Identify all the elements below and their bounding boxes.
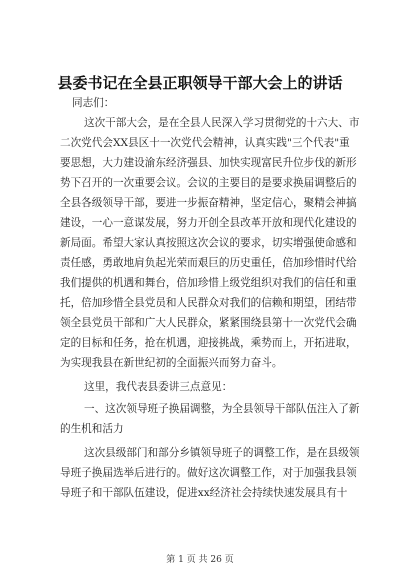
- body-line: 领全县党员干部和广大人民群众，紧紧围绕县第十一次党代会确: [60, 317, 357, 329]
- salutation-line: 同志们：: [72, 97, 115, 109]
- body-line: 建设，一心一意谋发展，努力开创全县改革开放和现代化建设的: [60, 217, 357, 229]
- body-line: 导班子和干部队伍建设，促进xx经济社会持续快速发展具有十: [60, 487, 348, 499]
- body-line: 这次县级部门和部分乡镇领导班子的调整工作，是在县级领: [84, 447, 360, 459]
- body-line: 这次干部大会，是在全县人民深入学习贯彻党的十六大、市: [84, 117, 360, 129]
- page-footer: 第 1 页 共 26 页: [166, 555, 234, 565]
- body-line: 这里，我代表县委讲三点意见：: [84, 381, 233, 393]
- body-line: 为实现我县在新世纪初的全面振兴而努力奋斗。: [60, 357, 283, 369]
- body-line: 责任感，勇敢地肩负起光荣而艰巨的历史重任，倍加珍惜时代给: [60, 257, 357, 269]
- body-line: 要思想，大力建设渝东经济强县、加快实现富民升位步伐的新形: [60, 157, 357, 169]
- body-line: 全县各级领导干部，要进一步振奋精神，坚定信心，聚精会神搞: [60, 197, 357, 209]
- body-line: 势下召开的一次重要会议。会议的主要目的是要求换届调整后的: [60, 177, 357, 189]
- body-line: 我们提供的机遇和舞台，倍加珍惜上级党组织对我们的信任和重: [60, 277, 357, 289]
- body-line: 新局面。希望大家认真按照这次会议的要求，切实增强使命感和: [60, 237, 357, 249]
- section-heading-line: 的生机和活力: [60, 423, 124, 435]
- body-line: 导班子换届选举后进行的。做好这次调整工作，对于加强我县领: [60, 467, 357, 479]
- body-line: 定的目标和任务，抢在机遇，迎接挑战，乘势而上，开拓进取，: [60, 337, 357, 349]
- section-heading-line: 一、这次领导班子换届调整，为全县领导干部队伍注入了新: [84, 403, 360, 415]
- body-line: 托，倍加珍惜全县党员和人民群众对我们的信赖和期望，团结带: [60, 297, 357, 309]
- document-title: 县委书记在全县正职领导干部大会上的讲话: [57, 74, 343, 92]
- body-line: 二次党代会XX县区十一次党代会精神，认真实践"三个代表"重: [60, 137, 350, 149]
